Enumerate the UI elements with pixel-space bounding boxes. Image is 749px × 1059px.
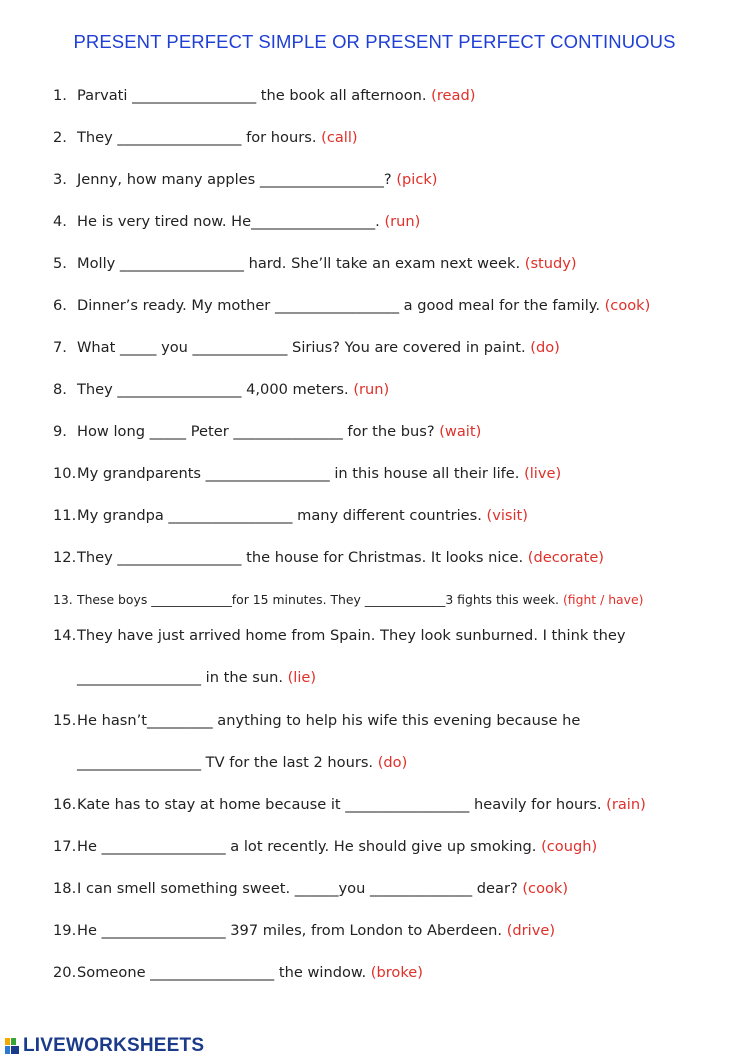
- exercise-text: He _________________ 397 miles, from London to Aberdeen.: [77, 922, 503, 939]
- exercise-text: Parvati _________________ the book all afternoon.: [77, 87, 427, 104]
- verb-hint: (fight / have): [562, 592, 644, 607]
- verb-hint: (pick): [396, 171, 438, 188]
- exercise-line: [53, 795, 646, 815]
- verb-hint: (call): [321, 129, 358, 146]
- exercise-line: [53, 464, 561, 484]
- verb-hint: (cook): [522, 880, 569, 897]
- exercise-line: [53, 626, 626, 646]
- exercise-text: My grandparents _________________ in this house all their life.: [77, 465, 520, 482]
- verb-hint: (cough): [541, 838, 598, 855]
- exercise-text: What _____ you _____________ Sirius? You are covered in paint.: [77, 339, 526, 356]
- exercise-line: [53, 921, 555, 941]
- verb-hint: (do): [377, 754, 408, 771]
- exercise-number: 13.: [53, 592, 73, 607]
- liveworksheets-logo-icon: [4, 1037, 20, 1055]
- exercise-number: 4.: [53, 213, 67, 230]
- exercise-line: [53, 548, 604, 568]
- exercise-number: 19.: [53, 922, 77, 939]
- exercise-text: They _________________ 4,000 meters.: [77, 381, 349, 398]
- verb-hint: (broke): [370, 964, 423, 981]
- exercise-text: I can smell something sweet. ______you ______________ dear?: [77, 880, 518, 897]
- exercise-line: [53, 170, 438, 190]
- exercise-text: He _________________ a lot recently. He should give up smoking.: [77, 838, 537, 855]
- exercise-line: [53, 254, 577, 274]
- verb-hint: (run): [384, 213, 421, 230]
- exercise-text: How long _____ Peter _______________ for the bus?: [77, 423, 435, 440]
- exercise-text: They _________________ the house for Christmas. It looks nice.: [77, 549, 524, 566]
- verb-hint: (study): [524, 255, 577, 272]
- exercise-number: 10.: [53, 465, 77, 482]
- exercise-text: Dinner’s ready. My mother _________________ a good meal for the family.: [77, 297, 600, 314]
- verb-hint: (cook): [604, 297, 651, 314]
- exercise-number: 14.: [53, 627, 77, 644]
- verb-hint: (run): [353, 381, 390, 398]
- exercise-line: [53, 879, 568, 899]
- exercise-number: 3.: [53, 171, 67, 188]
- exercise-number: 18.: [53, 880, 77, 897]
- worksheet-title: PRESENT PERFECT SIMPLE OR PRESENT PERFECT CONTINUOUS: [73, 31, 676, 52]
- verb-hint: (rain): [606, 796, 646, 813]
- exercise-text: _________________ TV for the last 2 hours.: [77, 754, 374, 771]
- exercise-number: 12.: [53, 549, 77, 566]
- exercise-line: [53, 86, 475, 106]
- exercise-line: [53, 422, 481, 442]
- exercise-line: [77, 753, 407, 773]
- verb-hint: (wait): [439, 423, 482, 440]
- exercise-number: 8.: [53, 381, 67, 398]
- verb-hint: (decorate): [527, 549, 604, 566]
- exercise-text: They have just arrived home from Spain. They look sunburned. I think they: [77, 627, 626, 644]
- verb-hint: (do): [530, 339, 560, 356]
- exercise-number: 2.: [53, 129, 67, 146]
- verb-hint: (drive): [506, 922, 556, 939]
- exercise-text: _________________ in the sun.: [77, 669, 283, 686]
- exercise-line: [53, 212, 420, 232]
- exercise-number: 17.: [53, 838, 77, 855]
- exercise-line: [53, 296, 650, 316]
- exercise-number: 7.: [53, 339, 67, 356]
- exercise-text: Jenny, how many apples _________________?: [77, 171, 392, 188]
- exercise-line: [53, 711, 580, 731]
- exercise-line: [53, 590, 643, 610]
- exercise-text: He is very tired now. He_________________.: [77, 213, 380, 230]
- verb-hint: (live): [524, 465, 562, 482]
- exercise-line: [53, 837, 597, 857]
- exercise-number: 6.: [53, 297, 67, 314]
- exercise-text: They _________________ for hours.: [77, 129, 317, 146]
- exercise-line: [53, 380, 389, 400]
- exercise-line: [53, 128, 358, 148]
- exercise-text: These boys _____________for 15 minutes. They _____________3 fights this week.: [77, 592, 559, 607]
- exercise-text: Molly _________________ hard. She’ll take an exam next week.: [77, 255, 521, 272]
- exercise-number: 16.: [53, 796, 77, 813]
- exercise-text: Kate has to stay at home because it _________________ heavily for hours.: [77, 796, 602, 813]
- exercise-text: He hasn’t_________ anything to help his wife this evening because he: [77, 712, 581, 729]
- exercise-text: Someone _________________ the window.: [77, 964, 367, 981]
- exercise-number: 5.: [53, 255, 67, 272]
- exercise-number: 11.: [53, 507, 77, 524]
- footer-brand-text: LIVEWORKSHEETS: [23, 1035, 205, 1056]
- exercise-line: [53, 506, 528, 526]
- verb-hint: (lie): [287, 669, 317, 686]
- exercise-number: 20.: [53, 964, 77, 981]
- exercise-number: 15.: [53, 712, 77, 729]
- exercise-line: [53, 963, 423, 983]
- exercise-line: [53, 338, 560, 358]
- verb-hint: (read): [431, 87, 476, 104]
- exercise-text: My grandpa _________________ many different countries.: [77, 507, 482, 524]
- exercise-number: 9.: [53, 423, 67, 440]
- verb-hint: (visit): [486, 507, 528, 524]
- exercise-line: [77, 668, 316, 688]
- footer-brand[interactable]: [4, 1035, 204, 1057]
- exercise-number: 1.: [53, 87, 67, 104]
